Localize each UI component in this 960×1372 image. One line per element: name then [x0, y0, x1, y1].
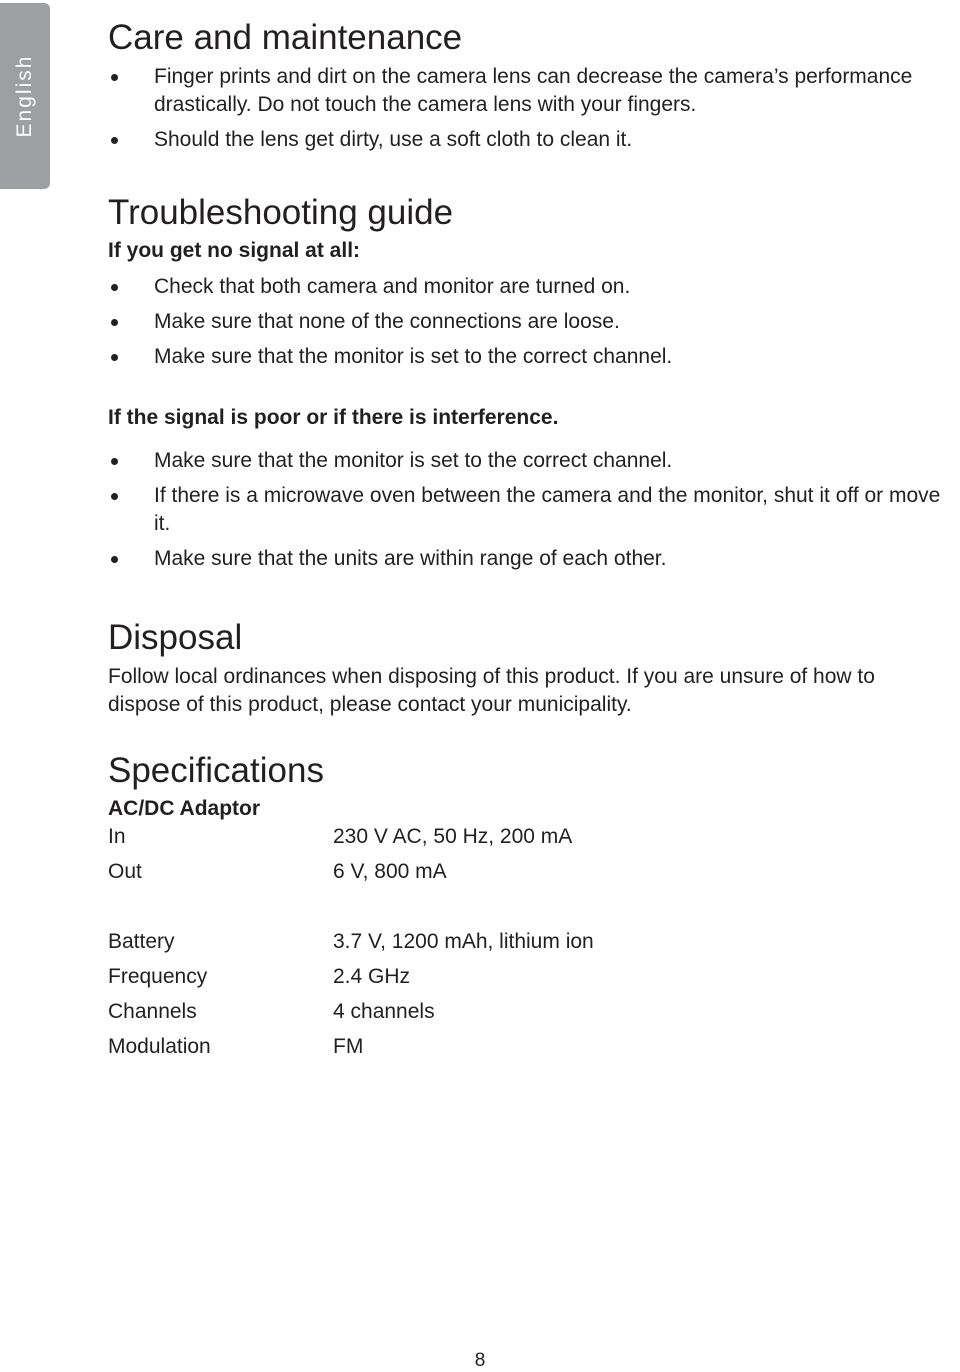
list-item: Make sure that the units are within range of each other. — [108, 545, 958, 573]
spec-label: Battery — [108, 930, 175, 953]
spec-row-out — [108, 858, 447, 886]
spec-label: Out — [108, 860, 142, 883]
list-item: Make sure that the monitor is set to the correct channel. — [108, 447, 958, 475]
spec-row-frequency — [108, 963, 410, 991]
spec-row-channels — [108, 998, 435, 1026]
list-item: Finger prints and dirt on the camera lens can decrease the camera’s performance drastically. Do not touch the camera lens with your fingers. — [108, 63, 958, 119]
adaptor-subheading: AC/DC Adaptor — [108, 797, 261, 820]
spec-label: Channels — [108, 1000, 197, 1023]
list-item: Make sure that the monitor is set to the correct channel. — [108, 343, 958, 371]
poor-signal-list — [108, 447, 958, 580]
spec-label: Frequency — [108, 965, 208, 988]
spec-label: Modulation — [108, 1035, 211, 1058]
disposal-text: Follow local ordinances when disposing of this product. If you are unsure of how to dispose of this product, please contact your municipality. — [108, 665, 875, 716]
care-list — [108, 63, 958, 161]
list-item: If there is a microwave oven between the camera and the monitor, shut it off or move it. — [108, 482, 958, 538]
no-signal-subheading: If you get no signal at all: — [108, 239, 361, 262]
list-item: Check that both camera and monitor are turned on. — [108, 273, 958, 301]
language-tab — [0, 3, 50, 189]
spec-label: In — [108, 825, 126, 848]
specifications-heading: Specifications — [108, 751, 324, 790]
spec-value: 2.4 GHz — [333, 965, 411, 988]
poor-signal-subheading: If the signal is poor or if there is interference. — [108, 406, 559, 429]
no-signal-list — [108, 273, 958, 378]
spec-value: 3.7 V, 1200 mAh, lithium ion — [333, 930, 594, 953]
spec-value: FM — [333, 1035, 364, 1058]
spec-row-modulation — [108, 1033, 363, 1061]
spec-row-in — [108, 823, 572, 851]
troubleshooting-heading: Troubleshooting guide — [108, 193, 454, 232]
page-number: 8 — [474, 1350, 486, 1371]
spec-value: 6 V, 800 mA — [333, 860, 447, 883]
disposal-heading: Disposal — [108, 618, 243, 657]
spec-value: 4 channels — [333, 1000, 435, 1023]
language-tab-label: English — [13, 54, 36, 138]
care-heading: Care and maintenance — [108, 18, 463, 57]
list-item: Should the lens get dirty, use a soft cloth to clean it. — [108, 126, 958, 154]
list-item: Make sure that none of the connections are loose. — [108, 308, 958, 336]
spec-value: 230 V AC, 50 Hz, 200 mA — [333, 825, 573, 848]
spec-row-battery — [108, 928, 594, 956]
